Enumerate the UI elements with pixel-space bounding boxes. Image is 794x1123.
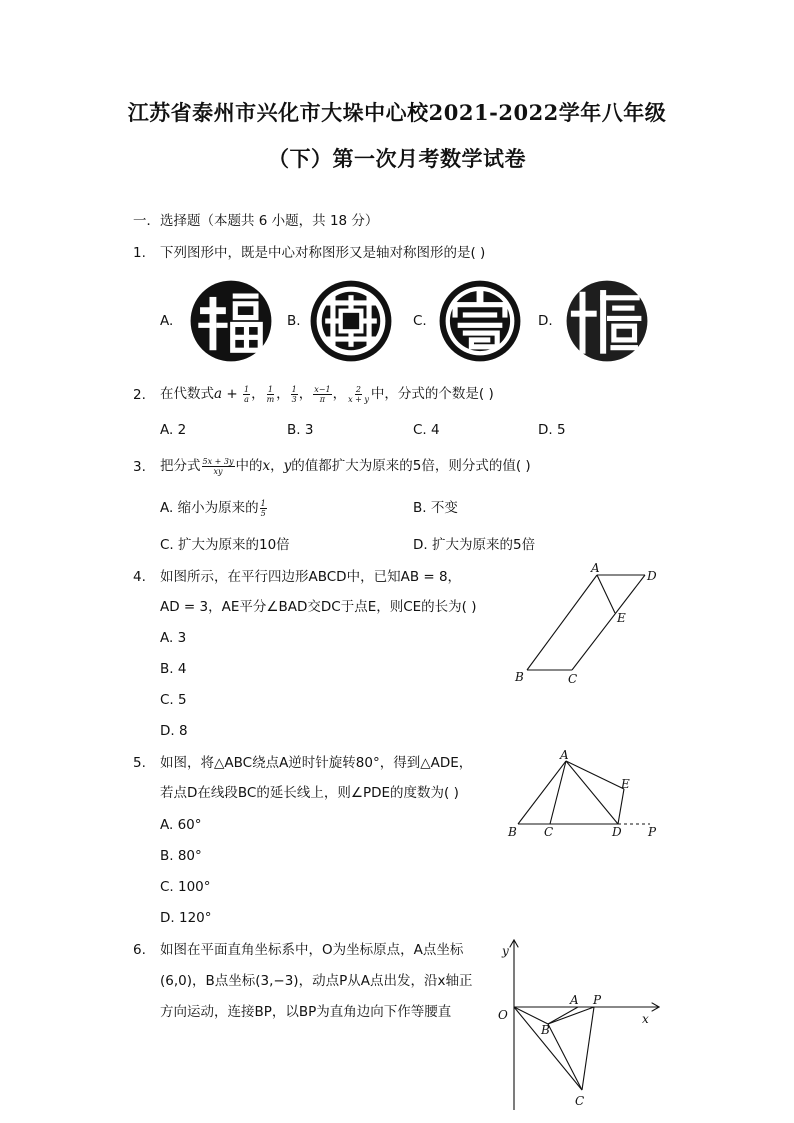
- option-b: B. 80°: [160, 848, 202, 864]
- rotation-figure: [500, 745, 670, 845]
- question-stem-line-1: 如图在平面直角坐标系中，O为坐标原点，A点坐标: [160, 942, 464, 958]
- segment-bp: [548, 1007, 594, 1024]
- point-label-c: C: [575, 1094, 585, 1108]
- point-label-e: E: [617, 611, 626, 625]
- xi-character-emblem-icon: [564, 278, 650, 364]
- point-label-p: P: [593, 993, 602, 1007]
- point-label-a: A: [570, 993, 579, 1007]
- section-heading: 一．选择题（本题共 6 小题，共 18 分）: [133, 213, 379, 229]
- question-stem-line-2: (6,0)，B点坐标(3,−3)，动点P从A点出发，沿x轴正: [160, 973, 473, 989]
- stem-suffix: 中，分式的个数是( ): [370, 386, 494, 402]
- stem-prefix: 在代数式: [160, 386, 214, 402]
- option-d: D. 5: [538, 422, 566, 438]
- question-number: 5.: [133, 755, 146, 771]
- point-label-b: B: [541, 1023, 550, 1037]
- option-a: A. 60°: [160, 817, 202, 833]
- point-label-b: B: [508, 825, 517, 839]
- shou-character-emblem-icon: [437, 278, 523, 364]
- question-stem-line-2: 若点D在线段BC的延长线上，则∠PDE的度数为( ): [160, 785, 459, 801]
- segment-ob: [514, 1007, 548, 1024]
- fraction: $\frac{x-1}{\pi}$: [314, 384, 331, 404]
- segment-ed: [618, 789, 624, 824]
- fraction: $\frac{5x + 3y}{xy}$: [202, 456, 234, 476]
- question-number: 1.: [133, 245, 146, 261]
- axis-label-y: y: [502, 944, 509, 958]
- option-a: A. 3: [160, 630, 187, 646]
- option-d-label: D.: [538, 313, 553, 329]
- point-label-c: C: [568, 672, 578, 686]
- lattice-knot-emblem-icon: [308, 278, 394, 364]
- question-stem-line-3: 方向运动，连接BP，以BP为直角边向下作等腰直: [160, 1004, 452, 1020]
- option-d: D. 8: [160, 723, 188, 739]
- question-number: 6.: [133, 942, 146, 958]
- segment-ae: [597, 575, 615, 613]
- segment-bc: [548, 1024, 582, 1090]
- question-number: 2.: [133, 387, 146, 403]
- option-c: C. 5: [160, 692, 187, 708]
- option-d: D. 120°: [160, 910, 212, 926]
- segment-pc: [582, 1007, 594, 1090]
- fraction: $\frac{1}{a}$: [243, 384, 250, 404]
- point-label-a: A: [591, 561, 600, 575]
- option-b: B. 4: [160, 661, 187, 677]
- fraction: $\frac{1}{5}$: [260, 498, 266, 518]
- option-c: C. 100°: [160, 879, 211, 895]
- option-a: A. 缩小为原来的 $\frac{1}{5}$: [160, 498, 266, 518]
- point-label-a: A: [560, 748, 569, 762]
- fraction: $\frac{1}{m}$: [266, 384, 275, 404]
- segment-ab: [518, 761, 566, 824]
- option-a-label: A.: [160, 313, 174, 329]
- question-stem-line-1: 如图所示，在平行四边形ABCD中，已知AB = 8，: [160, 569, 462, 585]
- point-label-b: B: [515, 670, 524, 684]
- var-a: a: [214, 386, 223, 402]
- segment-dc: [572, 575, 645, 670]
- segment-ba: [527, 575, 597, 670]
- option-c-label: C.: [413, 313, 427, 329]
- point-label-d: D: [612, 825, 622, 839]
- point-label-o: O: [498, 1008, 508, 1022]
- question-stem: 在代数式a + $\frac{1}{a}$ ， $\frac{1}{m}$ ， $\frac{1}{3}$ ， $\frac{x-1}{\pi}$ ， $\frac{2}{x + y}$ 中，分式的个数是( ): [160, 384, 494, 404]
- question-stem-line-2: AD = 3，AE平分∠BAD交DC于点E，则CE的长为( ): [160, 599, 477, 615]
- fu-character-emblem-icon: [188, 278, 274, 364]
- paper-title-line-1: 江苏省泰州市兴化市大垛中心校2021-2022学年八年级: [127, 100, 667, 125]
- plus-sign: +: [222, 386, 238, 402]
- coordinate-figure: [490, 935, 670, 1115]
- option-c: C. 扩大为原来的10倍: [160, 537, 290, 553]
- option-b: B. 不变: [413, 500, 458, 516]
- segment-ba: [548, 1007, 578, 1024]
- axis-label-x: x: [642, 1012, 649, 1026]
- point-label-e: E: [621, 777, 630, 791]
- question-stem-line-1: 如图，将△ABC绕点A逆时针旋转80°，得到△ADE，: [160, 755, 473, 771]
- question-stem: 下列图形中，既是中心对称图形又是轴对称图形的是( ): [160, 245, 486, 261]
- fraction: $\frac{1}{3}$: [291, 384, 297, 404]
- option-b: B. 3: [287, 422, 314, 438]
- point-label-p: P: [648, 825, 657, 839]
- point-label-d: D: [647, 569, 657, 583]
- segment-ae: [566, 761, 624, 789]
- question-stem: 把分式 $\frac{5x + 3y}{xy}$ 中的x，y的值都扩大为原来的5倍，则分式的值( ): [160, 456, 531, 476]
- segment-ac: [550, 761, 566, 824]
- segment-oc: [514, 1007, 582, 1090]
- segment-ad: [566, 761, 618, 824]
- fraction: $\frac{2}{x + y}$: [348, 384, 369, 404]
- question-number: 4.: [133, 569, 146, 585]
- option-a: A. 2: [160, 422, 187, 438]
- option-c: C. 4: [413, 422, 440, 438]
- option-b-label: B.: [287, 313, 301, 329]
- point-label-c: C: [544, 825, 554, 839]
- question-number: 3.: [133, 459, 146, 475]
- option-d: D. 扩大为原来的5倍: [413, 537, 536, 553]
- parallelogram-figure: [505, 560, 675, 690]
- paper-title-line-2: （下）第一次月考数学试卷: [268, 146, 526, 171]
